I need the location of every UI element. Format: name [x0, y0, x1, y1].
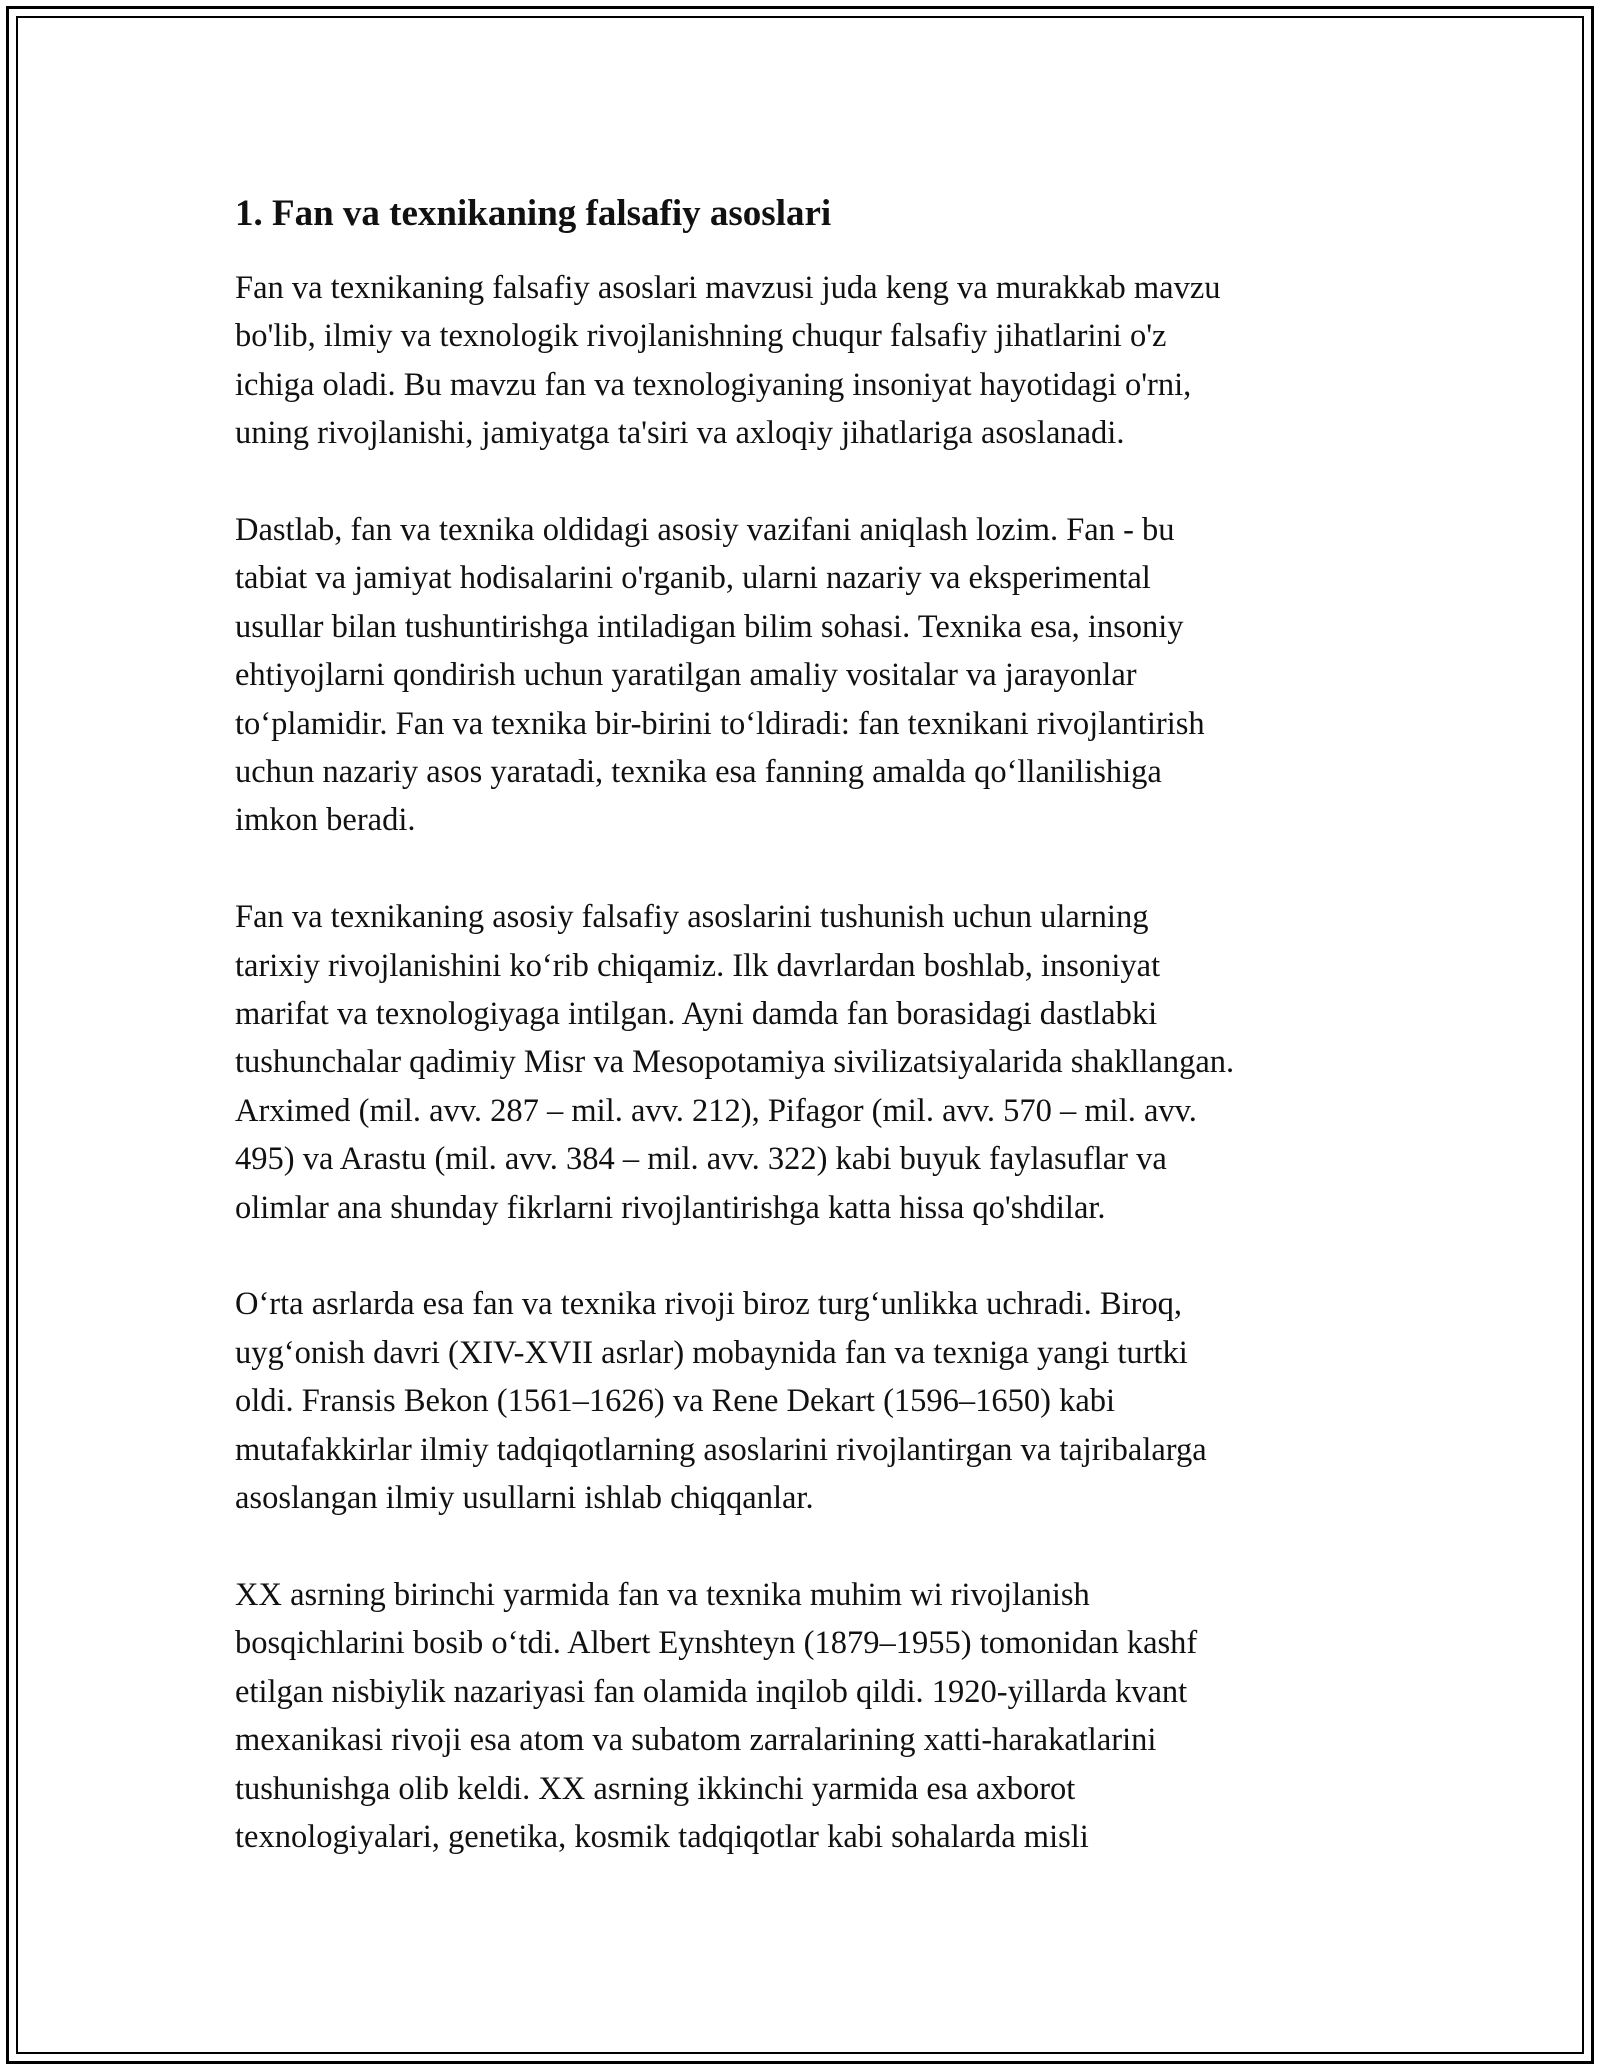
- paragraph-history: Fan va texnikaning asosiy falsafiy asoslarini tushunish uchun ularning tarixiy rivojlanishini ko‘rib chiqamiz. Ilk davrlardan boshlab, insoniyat marifat va texnologiyaga intilgan. Ayni damda fan borasidagi dastlabki tushunchalar qadimiy Misr va Mesopotamiya sivilizatsiyalarida shakllangan. Arximed (mil. avv. 287 – mil. avv. 212), Pifagor (mil. avv. 570 – mil. avv. 495) va Arastu (mil. avv. 384 – mil. avv. 322) kabi buyuk faylasuflar va olimlar ana shunday fikrlarni rivojlantirishga katta hissa qo'shdilar.: [235, 899, 1235, 1226]
- paragraph-middle-ages: O‘rta asrlarda esa fan va texnika rivoji biroz turg‘unlikka uchradi. Biroq, uyg‘onish davri (XIV-XVII asrlar) mobaynida fan va texniga yangi turtki oldi. Fransis Bekon (1561–1626) va Rene Dekart (1596–1650) kabi mutafakkirlar ilmiy tadqiqotlarning asoslarini rivojlantirgan va tajribalarga asoslangan ilmiy usullarni ishlab chiqqanlar.: [235, 1286, 1207, 1517]
- section-heading: 1. Fan va texnikaning falsafiy asoslari: [235, 193, 832, 234]
- paragraph-intro: Fan va texnikaning falsafiy asoslari mavzusi juda keng va murakkab mavzu bo'lib, ilmiy va texnologik rivojlanishning chuqur falsafiy jihatlarini o'z ichiga oladi. Bu mavzu fan va texnologiyaning insoniyat hayotidagi o'rni, uning rivojlanishi, jamiyatga ta'siri va axloqiy jihatlariga asoslanadi.: [235, 270, 1221, 452]
- paragraph-twentieth-century: XX asrning birinchi yarmida fan va texnika muhim wi rivojlanish bosqichlarini bosib o‘tdi. Albert Eynshteyn (1879–1955) tomonidan kashf etilgan nisbiylik nazariyasi fan olamida inqilob qildi. 1920-yillarda kvant mexanikasi rivoji esa atom va subatom zarralarining xatti-harakatlarini tushunishga olib keldi. XX asrning ikkinchi yarmida esa axborot texnologiyalari, genetika, kosmik tadqiqotlar kabi sohalarda misli: [235, 1576, 1198, 1855]
- paragraph-definitions: Dastlab, fan va texnika oldidagi asosiy vazifani aniqlash lozim. Fan - bu tabiat va jamiyat hodisalarini o'rganib, ularni nazariy va eksperimental usullar bilan tushuntirishga intiladigan bilim sohasi. Texnika esa, insoniy ehtiyojlarni qondirish uchun yaratilgan amaliy vositalar va jarayonlar to‘plamidir. Fan va texnika bir-birini to‘ldiradi: fan texnikani rivojlantirish uchun nazariy asos yaratadi, texnika esa fanning amalda qo‘llanilishiga imkon beradi.: [235, 512, 1205, 839]
- document-body: [235, 186, 1375, 1861]
